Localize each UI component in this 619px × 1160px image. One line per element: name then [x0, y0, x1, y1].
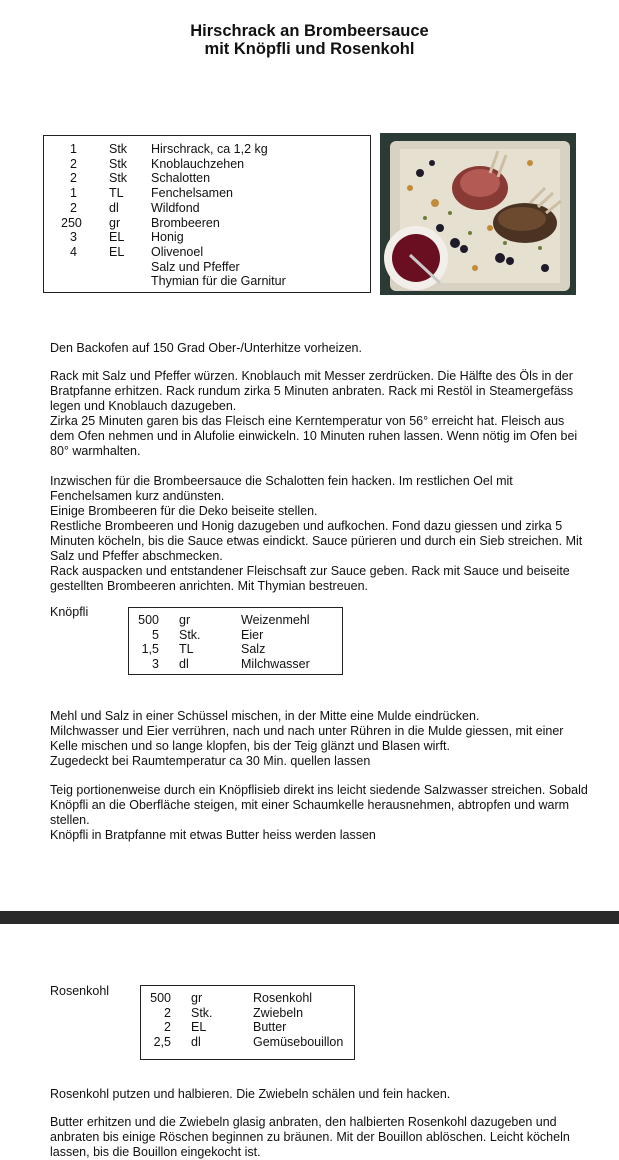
ingredient-name: Fenchelsamen: [151, 186, 233, 201]
ingredient-unit: Stk: [109, 142, 128, 156]
ingredient-row: [61, 201, 370, 216]
ingredient-unit: EL: [191, 1020, 207, 1035]
ingredient-unit: Stk.: [191, 1005, 213, 1020]
instruction-rosenkohl-prep: Rosenkohl putzen und halbieren. Die Zwiebeln schälen und fein hacken.: [50, 1087, 451, 1101]
ingredient-row: [149, 1020, 354, 1035]
ingredient-unit: Stk: [109, 156, 128, 171]
ingredient-qty: 500: [138, 613, 159, 627]
ingredient-unit: TL: [109, 186, 124, 201]
ingredient-name: Salz und Pfeffer: [151, 259, 240, 274]
ingredient-unit: dl: [179, 657, 189, 672]
ingredients-list: [61, 142, 370, 289]
ingredient-row: [61, 216, 370, 231]
ingredient-row: [61, 245, 370, 260]
ingredient-qty: 2: [164, 1020, 171, 1035]
ingredient-qty: 3: [70, 230, 77, 245]
ingredient-name: Brombeeren: [151, 215, 220, 230]
ingredient-row: [61, 260, 370, 275]
recipe-title: [0, 22, 619, 58]
ingredient-name: Thymian für die Garnitur: [151, 274, 286, 289]
ingredient-qty: 2: [70, 171, 77, 186]
ingredient-row: [137, 613, 342, 628]
ingredient-qty: 4: [70, 244, 77, 259]
ingredient-row: [61, 230, 370, 245]
ingredient-unit: gr: [179, 613, 191, 627]
knoepfli-ingredients-list: [137, 613, 342, 672]
ingredient-row: [149, 1035, 354, 1050]
dish-photo: [380, 133, 576, 295]
knoepfli-label: Knöpfli: [50, 605, 89, 619]
knoepfli-box: [128, 607, 343, 675]
ingredient-qty: 3: [152, 657, 159, 672]
ingredient-name: Hirschrack, ca 1,2 kg: [151, 142, 268, 156]
ingredient-unit: gr: [109, 215, 121, 230]
ingredient-name: Olivenoel: [151, 244, 204, 259]
ingredient-row: [137, 657, 342, 672]
ingredient-qty: 1,5: [141, 642, 159, 657]
instruction-knoepfli: Teig portionenweise durch ein Knöpflisieb direkt ins leicht siedende Salzwasser streichen. Sobald Knöpfli an die Oberfläche steigen, mit einer Schaumkelle herausnehmen, abtropfen und warm stellen. Knöpfli in Bratpfanne mit etwas Butter heiss werden lassen: [50, 783, 588, 842]
ingredient-qty: [61, 274, 77, 289]
ingredient-name: Gemüsebouillon: [253, 1035, 344, 1050]
ingredient-qty: [61, 260, 77, 275]
ingredient-qty: 5: [152, 627, 159, 642]
ingredient-name: Eier: [241, 627, 264, 642]
ingredient-unit: gr: [191, 991, 203, 1005]
title-line-2: mit Knöpfli und Rosenkohl: [204, 40, 415, 58]
ingredient-unit: Stk.: [179, 627, 201, 642]
ingredient-row: [61, 142, 370, 157]
instruction-sauce: Inzwischen für die Brombeersauce die Schalotten fein hacken. Im restlichen Oel mit Fenchelsamen kurz andünsten. Einige Brombeeren für die Deko beiseite stellen. Restliche Brombeeren und Honig dazugeben und aufkochen. Fond dazu giessen und zirka 5 Minuten köcheln, bis die Sauce etwas eindickt. Sauce pürieren und durch ein Sieb streichen. Mit Salz und Pfeffer abschmecken. Rack auspacken und entstandener Fleischsaft zur Sauce geben. Rack mit Sauce und beiseite gestellten Brombeeren anrichten. Mit Thymian bestreuen.: [50, 474, 583, 593]
ingredient-unit: [77, 274, 151, 289]
ingredient-qty: 2: [70, 156, 77, 171]
ingredient-name: Weizenmehl: [241, 613, 310, 627]
instruction-dough: Mehl und Salz in einer Schüssel mischen, in der Mitte eine Mulde eindrücken. Milchwasser und Eier verrühren, nach und nach unter Rühren in die Mulde giessen, mit einer Kelle mischen und so lange klopfen, bis der Teig glänzt und Blasen wirft. Zugedeckt bei Raumtemperatur ca 30 Min. quellen lassen: [50, 709, 564, 768]
ingredient-qty: 2: [70, 200, 77, 215]
ingredient-name: Wildfond: [151, 200, 200, 215]
ingredient-row: [61, 186, 370, 201]
ingredient-row: [61, 171, 370, 186]
page-separator: [0, 911, 619, 924]
ingredient-qty: 500: [150, 991, 171, 1005]
ingredient-qty: 2: [164, 1005, 171, 1020]
ingredient-unit: dl: [191, 1035, 201, 1050]
ingredient-unit: dl: [109, 200, 119, 215]
ingredients-box: [43, 135, 371, 293]
ingredient-qty: 250: [61, 215, 82, 230]
ingredient-row: [137, 642, 342, 657]
ingredient-row: [61, 157, 370, 172]
ingredient-qty: 1: [70, 142, 77, 156]
ingredient-unit: Stk: [109, 171, 128, 186]
ingredient-qty: 1: [70, 186, 77, 201]
ingredient-unit: [77, 260, 151, 275]
ingredient-name: Rosenkohl: [253, 991, 313, 1005]
rosenkohl-box: [140, 985, 355, 1060]
rosenkohl-label: Rosenkohl: [50, 984, 110, 998]
dish-photo-graphic: [380, 133, 576, 295]
ingredient-unit: EL: [109, 230, 125, 245]
ingredient-name: Milchwasser: [241, 657, 310, 672]
instruction-preheat: Den Backofen auf 150 Grad Ober-/Unterhitze vorheizen.: [50, 341, 362, 355]
ingredient-name: Schalotten: [151, 171, 211, 186]
ingredient-row: [137, 628, 342, 643]
ingredient-unit: TL: [179, 642, 194, 657]
ingredient-qty: 2,5: [153, 1035, 171, 1050]
ingredient-row: [61, 274, 370, 289]
ingredient-name: Knoblauchzehen: [151, 156, 245, 171]
ingredient-name: Butter: [253, 1020, 287, 1035]
ingredient-row: [149, 1006, 354, 1021]
instruction-rack: Rack mit Salz und Pfeffer würzen. Knoblauch mit Messer zerdrücken. Die Hälfte des Öls in der Bratpfanne erhitzen. Rack rundum zirka 5 Minuten anbraten. Rack mi Restöl in Steamergefäss legen und Knoblauch dazugeben. Zirka 25 Minuten garen bis das Fleisch eine Kerntemperatur von 56° erreicht hat. Fleisch aus dem Ofen nehmen und in Alufolie einwickeln. 10 Minuten ruhen lassen. Wenn nötig im Ofen bei 80° warmhalten.: [50, 369, 578, 458]
ingredient-unit: EL: [109, 244, 125, 259]
ingredient-name: Zwiebeln: [253, 1005, 304, 1020]
ingredient-name: Honig: [151, 230, 184, 245]
ingredient-row: [149, 991, 354, 1006]
title-line-1: Hirschrack an Brombeersauce: [190, 22, 429, 40]
instruction-rosenkohl-cook: Butter erhitzen und die Zwiebeln glasig anbraten, den halbierten Rosenkohl dazugeben und anbraten bis einige Röschen beginnen zu bräunen. Mit der Bouillon ablöschen. Leicht köcheln lassen, bis die Bouillon eingekocht ist.: [50, 1115, 570, 1159]
rosenkohl-ingredients-list: [149, 991, 354, 1050]
ingredient-name: Salz: [241, 642, 266, 657]
